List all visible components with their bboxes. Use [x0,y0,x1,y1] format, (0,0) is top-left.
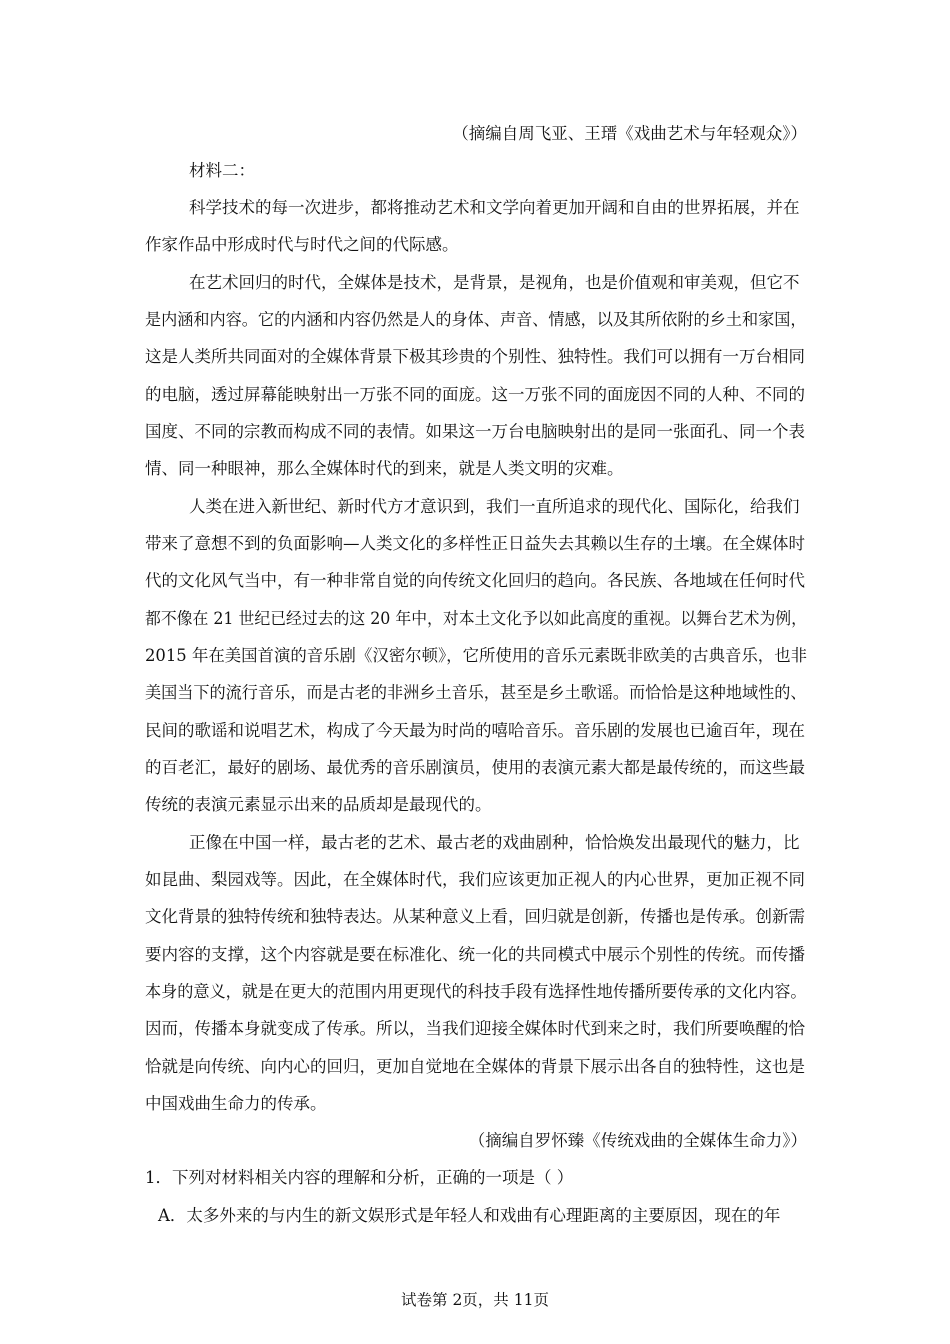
paragraph-line: 如昆曲、梨园戏等。因此，在全媒体时代，我们应该更加正视人的内心世界，更加正视不同 [145,870,805,889]
page-footer: 试卷第 2页，共 11页 [401,1291,549,1309]
paragraph-line: 正像在中国一样，最古老的艺术、最古老的戏曲剧种，恰恰焕发出最现代的魅力，比 [189,833,800,852]
paragraph-line: 在艺术回归的时代，全媒体是技术，是背景，是视角，也是价值观和审美观，但它不 [189,273,800,292]
paragraph-line: 带来了意想不到的负面影响—人类文化的多样性正日益失去其赖以生存的土壤。在全媒体时 [145,534,805,553]
paragraph-line: 中国戏曲生命力的传承。 [145,1094,327,1113]
paragraph-line: 国度、不同的宗教而构成不同的表情。如果这一万台电脑映射出的是同一张面孔、同一个表 [145,422,805,441]
paragraph-line: 的电脑，透过屏幕能映射出一万张不同的面庞。这一万张不同的面庞因不同的人种、不同的 [145,385,805,404]
paragraph-line: 都不像在 21 世纪已经过去的这 20 年中，对本土文化予以如此高度的重视。以舞台艺术为例， [145,609,807,628]
paragraph-line: 人类在进入新世纪、新时代方才意识到，我们一直所追求的现代化、国际化，给我们 [189,497,800,516]
paragraph-line: 文化背景的独特传统和独特表达。从某种意义上看，回归就是创新，传播也是传承。创新需 [145,907,805,926]
paragraph-line: 恰就是向传统、向内心的回归，更加自觉地在全媒体的背景下展示出各自的独特性，这也是 [145,1057,805,1076]
paragraph-line: 代的文化风气当中，有一种非常自觉的向传统文化回归的趋向。各民族、各地域在任何时代 [145,571,805,590]
paragraph-line: 科学技术的每一次进步，都将推动艺术和文学向着更加开阔和自由的世界拓展，并在 [189,198,800,217]
paragraph-line: 2015 年在美国首演的音乐剧《汉密尔顿》，它所使用的音乐元素既非欧美的古典音乐，也非 [145,646,808,665]
paragraph-line: 民间的歌谣和说唱艺术，构成了今天最为时尚的嘻哈音乐。音乐剧的发展也已逾百年，现在 [145,721,805,740]
paragraph-line: 这是人类所共同面对的全媒体背景下极其珍贵的个别性、独特性。我们可以拥有一万台相同 [145,347,805,366]
source-credit-2: （摘编自罗怀臻《传统戏曲的全媒体生命力》） [468,1131,807,1150]
paragraph-line: 是内涵和内容。它的内涵和内容仍然是人的身体、声音、情感，以及其所依附的乡土和家国， [145,310,807,329]
paragraph-line: 要内容的支撑，这个内容就是要在标准化、统一化的共同模式中展示个别性的传统。而传播 [145,945,805,964]
paragraph-line: 情、同一种眼神，那么全媒体时代的到来，就是人类文明的灾难。 [145,459,624,478]
paragraph-line: 传统的表演元素显示出来的品质却是最现代的。 [145,795,492,814]
paragraph-line: 本身的意义，就是在更大的范围内用更现代的科技手段有选择性地传播所要传承的文化内容。 [145,982,807,1001]
paragraph-line: 因而，传播本身就变成了传承。所以，当我们迎接全媒体时代到来之时，我们所要唤醒的恰 [145,1019,805,1038]
question-stem: 1．下列对材料相关内容的理解和分析，正确的一项是（ ） [145,1168,574,1187]
paragraph-line: 美国当下的流行音乐，而是古老的非洲乡土音乐，甚至是乡土歌谣。而恰恰是这种地域性的、 [145,683,807,702]
option-a: A．太多外来的与内生的新文娱形式是年轻人和戏曲有心理距离的主要原因，现在的年 [158,1206,781,1225]
material-heading: 材料二： [189,161,255,180]
paragraph-line: 作家作品中形成时代与时代之间的代际感。 [145,235,459,254]
source-credit-1: （摘编自周飞亚、王瑨《戏曲艺术与年轻观众》） [452,124,807,143]
paragraph-line: 的百老汇，最好的剧场、最优秀的音乐剧演员，使用的表演元素大都是最传统的，而这些最 [145,758,805,777]
